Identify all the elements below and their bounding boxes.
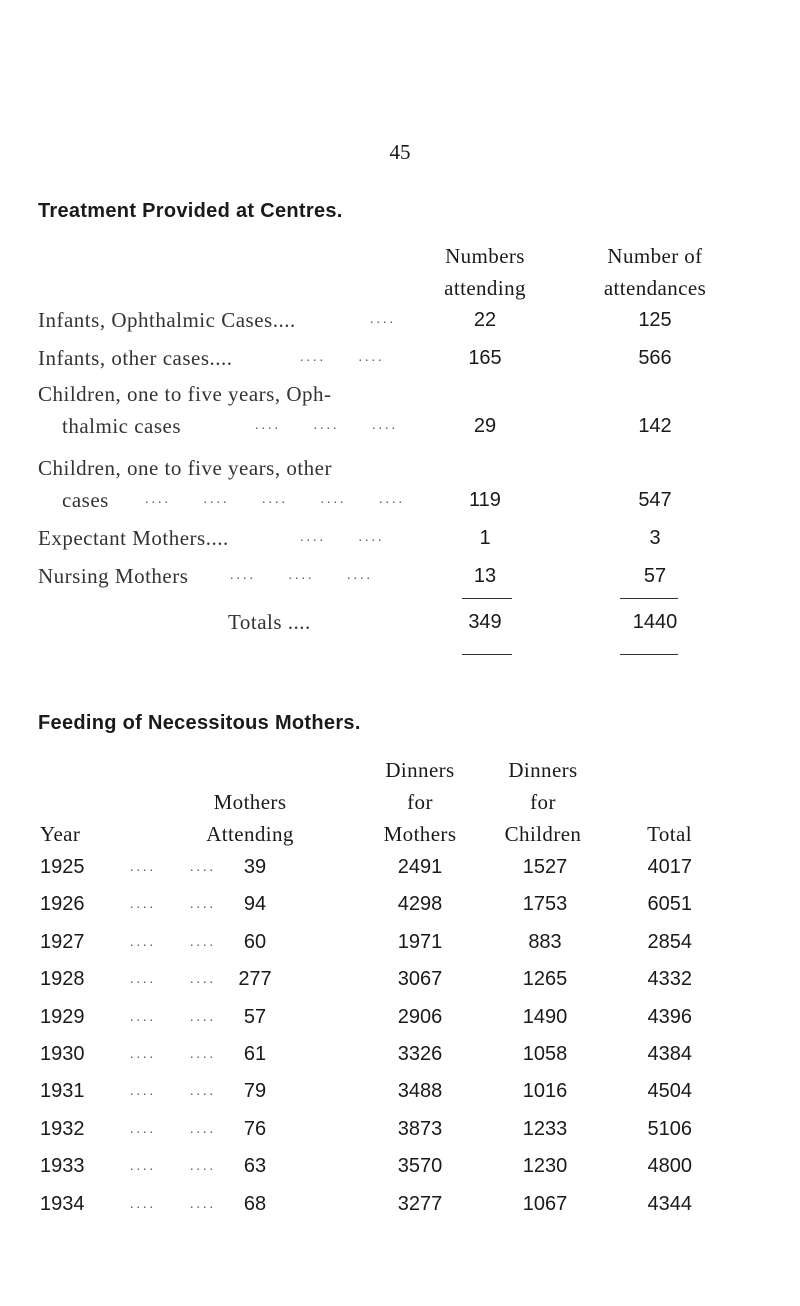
- cell-dinners-mothers: 3873: [397, 1118, 443, 1140]
- total-underline: [620, 654, 678, 655]
- leader-dots: ....: [190, 1047, 216, 1062]
- leader-dots: ....: [190, 972, 216, 987]
- treatment-row-attendances: 57: [643, 565, 667, 587]
- cell-mothers-attending: 76: [243, 1118, 267, 1140]
- leader-dots: ....: [190, 935, 216, 950]
- treatment-row-attending: 1: [479, 527, 491, 549]
- treatment-row-label: Expectant Mothers....: [38, 526, 229, 550]
- treatment-row-label: Infants, other cases....: [38, 346, 233, 370]
- cell-dinners-children: 1016: [522, 1080, 568, 1102]
- cell-year: 1928: [40, 968, 85, 990]
- leader-dots: ....: [190, 860, 216, 875]
- col-header-mothers-line2: Attending: [206, 822, 294, 846]
- cell-year: 1927: [40, 931, 85, 953]
- cell-mothers-attending: 39: [243, 856, 267, 878]
- page-number: 45: [389, 140, 411, 164]
- cell-total: 4344: [647, 1193, 692, 1215]
- col-header-numbers-attending-line2: attending: [444, 276, 526, 300]
- leader-dots: .... .... ....: [230, 568, 373, 583]
- cell-total: 4800: [647, 1155, 692, 1177]
- treatment-row-label-line2: cases: [62, 488, 109, 512]
- cell-total: 4396: [647, 1006, 692, 1028]
- treatment-row-attending: 22: [473, 309, 497, 331]
- col-header-attendances-line2: attendances: [603, 276, 707, 300]
- leader-dots: ....: [130, 935, 156, 950]
- treatment-row-attendances: 142: [638, 415, 672, 437]
- cell-dinners-children: 1753: [522, 893, 568, 915]
- cell-dinners-children: 883: [528, 931, 562, 953]
- cell-dinners-mothers: 3326: [397, 1043, 443, 1065]
- cell-mothers-attending: 277: [238, 968, 272, 990]
- treatment-row-attending: 119: [469, 489, 501, 511]
- treatment-row-attendances: 3: [649, 527, 661, 549]
- treatment-row-label: Infants, Ophthalmic Cases....: [38, 308, 296, 332]
- cell-dinners-children: 1527: [522, 856, 568, 878]
- cell-dinners-children: 1233: [522, 1118, 568, 1140]
- leader-dots: ....: [130, 860, 156, 875]
- leader-dots: ....: [130, 972, 156, 987]
- cell-dinners-mothers: 2906: [397, 1006, 443, 1028]
- col-header-dinners-children-line2: for: [530, 790, 556, 814]
- cell-year: 1926: [40, 893, 85, 915]
- col-header-dinners-mothers-line1: Dinners: [385, 758, 455, 782]
- leader-dots: .... .... ....: [255, 418, 398, 433]
- cell-dinners-mothers: 4298: [397, 893, 443, 915]
- cell-total: 2854: [647, 931, 692, 953]
- leader-dots: ....: [130, 1159, 156, 1174]
- leader-dots: ....: [130, 897, 156, 912]
- cell-dinners-mothers: 2491: [397, 856, 443, 878]
- cell-year: 1931: [40, 1080, 85, 1102]
- cell-dinners-mothers: 3570: [397, 1155, 443, 1177]
- cell-dinners-children: 1230: [522, 1155, 568, 1177]
- treatment-row-label-line1: Children, one to five years, Oph-: [38, 382, 332, 406]
- col-header-mothers-line1: Mothers: [213, 790, 287, 814]
- sum-rule: [620, 598, 678, 599]
- col-header-year: Year: [40, 822, 81, 846]
- col-header-dinners-children-line3: Children: [504, 822, 582, 846]
- treatment-row-label-line2: thalmic cases: [62, 414, 182, 438]
- col-header-dinners-mothers-line3: Mothers: [383, 822, 457, 846]
- col-header-attendances-line1: Number of: [607, 244, 703, 268]
- leader-dots: .... ....: [300, 350, 385, 365]
- total-underline: [462, 654, 512, 655]
- cell-total: 4332: [647, 968, 692, 990]
- treatment-row-attending: 13: [473, 565, 497, 587]
- cell-mothers-attending: 61: [243, 1043, 267, 1065]
- leader-dots: ....: [130, 1084, 156, 1099]
- cell-dinners-mothers: 3067: [397, 968, 443, 990]
- cell-dinners-mothers: 1971: [397, 931, 443, 953]
- cell-mothers-attending: 68: [243, 1193, 267, 1215]
- leader-dots: ....: [190, 1010, 216, 1025]
- leader-dots: ....: [130, 1047, 156, 1062]
- cell-dinners-children: 1265: [522, 968, 568, 990]
- treatment-row-label-line1: Children, one to five years, other: [38, 456, 332, 480]
- cell-mothers-attending: 94: [243, 893, 267, 915]
- cell-dinners-mothers: 3488: [397, 1080, 443, 1102]
- totals-attendances: 1440: [632, 611, 678, 633]
- cell-total: 4504: [647, 1080, 692, 1102]
- treatment-row-attendances: 125: [638, 309, 672, 331]
- sum-rule: [462, 598, 512, 599]
- leader-dots: ....: [190, 1084, 216, 1099]
- leader-dots: ....: [190, 1122, 216, 1137]
- cell-year: 1932: [40, 1118, 85, 1140]
- leader-dots: ....: [190, 1159, 216, 1174]
- col-header-total: Total: [647, 822, 692, 846]
- cell-mothers-attending: 60: [243, 931, 267, 953]
- cell-total: 5106: [647, 1118, 692, 1140]
- cell-dinners-children: 1067: [522, 1193, 568, 1215]
- leader-dots: ....: [130, 1010, 156, 1025]
- cell-mothers-attending: 57: [243, 1006, 267, 1028]
- treatment-row-attendances: 547: [638, 489, 672, 511]
- cell-year: 1930: [40, 1043, 85, 1065]
- treatment-row-attending: 165: [468, 347, 502, 369]
- leader-dots: ....: [190, 897, 216, 912]
- treatment-row-attending: 29: [473, 415, 497, 437]
- cell-year: 1933: [40, 1155, 85, 1177]
- col-header-dinners-mothers-line2: for: [407, 790, 433, 814]
- col-header-dinners-children-line1: Dinners: [508, 758, 578, 782]
- cell-dinners-children: 1490: [522, 1006, 568, 1028]
- cell-total: 4384: [647, 1043, 692, 1065]
- cell-total: 6051: [647, 893, 692, 915]
- leader-dots: .... .... .... .... ....: [145, 492, 405, 507]
- cell-year: 1929: [40, 1006, 85, 1028]
- cell-dinners-children: 1058: [522, 1043, 568, 1065]
- leader-dots: ....: [190, 1197, 216, 1212]
- treatment-row-label: Nursing Mothers: [38, 564, 189, 588]
- totals-label: Totals ....: [228, 610, 311, 634]
- treatment-heading: Treatment Provided at Centres.: [38, 200, 343, 222]
- feeding-heading: Feeding of Necessitous Mothers.: [38, 712, 361, 734]
- leader-dots: ....: [370, 312, 396, 327]
- cell-year: 1925: [40, 856, 85, 878]
- cell-mothers-attending: 79: [243, 1080, 267, 1102]
- leader-dots: ....: [130, 1197, 156, 1212]
- cell-mothers-attending: 63: [243, 1155, 267, 1177]
- treatment-row-attendances: 566: [638, 347, 672, 369]
- leader-dots: ....: [130, 1122, 156, 1137]
- col-header-numbers-attending-line1: Numbers: [445, 244, 525, 268]
- totals-attending: 349: [468, 611, 502, 633]
- cell-year: 1934: [40, 1193, 85, 1215]
- cell-total: 4017: [647, 856, 692, 878]
- leader-dots: .... ....: [300, 530, 385, 545]
- cell-dinners-mothers: 3277: [397, 1193, 443, 1215]
